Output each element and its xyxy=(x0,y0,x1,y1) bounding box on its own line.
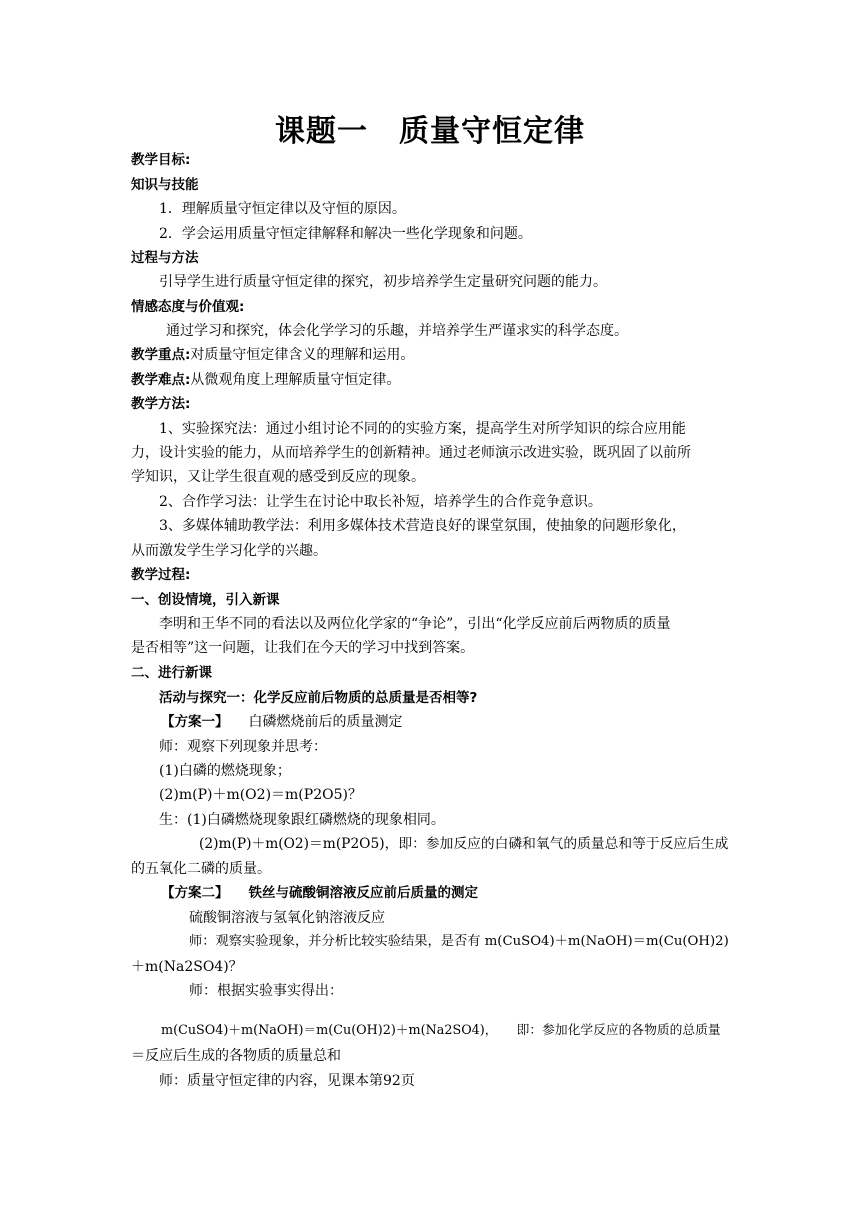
paragraph-line: 力，设计实验的能力，从而培养学生的创新精神。通过老师演示改进实验，既巩固了以前所 xyxy=(131,445,691,461)
section-heading: 情感态度与价值观: xyxy=(131,299,245,315)
paragraph-line: 2、合作学习法：让学生在讨论中取长补短，培养学生的合作竞争意识。 xyxy=(159,494,602,510)
paragraph-line: 师：质量守恒定律的内容，见课本第92页 xyxy=(159,1073,415,1089)
difficulty-line xyxy=(131,370,400,390)
section-heading: 教学过程: xyxy=(131,567,191,583)
paragraph-line: 通过学习和探究，体会化学学习的乐趣，并培养学生严谨求实的科学态度。 xyxy=(166,323,628,339)
paragraph-line: 1、实验探究法：通过小组讨论不同的的实验方案，提高学生对所学知识的综合应用能 xyxy=(159,421,686,437)
document-title: 课题一 质量守恒定律 xyxy=(275,114,585,149)
paragraph-line: 师：根据实验事实得出： xyxy=(189,983,343,999)
plan-two-text: 铁丝与硫酸铜溶液反应前后质量的测定 xyxy=(248,885,478,901)
paragraph-line: 学知识，又让学生很直观的感受到反应的现象。 xyxy=(131,469,425,485)
difficulty-text: 从微观角度上理解质量守恒定律。 xyxy=(190,372,401,388)
paragraph-line: ＋m(Na2SO4)？ xyxy=(131,959,243,975)
paragraph-line: 李明和王华不同的看法以及两位化学家的“争论”，引出“化学反应前后两物质的质量 xyxy=(159,616,671,632)
paragraph-line: 1．理解质量守恒定律以及守恒的原因。 xyxy=(159,201,406,217)
plan-one-line xyxy=(161,712,403,732)
section-heading: 一、创设情境，引入新课 xyxy=(131,592,280,608)
paragraph-line: 硫酸铜溶液与氢氧化钠溶液反应 xyxy=(189,910,385,926)
key-point-text: 对质量守恒定律含义的理解和运用。 xyxy=(190,347,415,363)
paragraph-line: ＝反应后生成的各物质的质量总和 xyxy=(131,1048,341,1064)
paragraph-line: 是否相等”这一问题，让我们在今天的学习中找到答案。 xyxy=(131,640,475,656)
section-heading: 知识与技能 xyxy=(131,177,199,193)
section-heading: 过程与方法 xyxy=(131,250,199,266)
paragraph-line: (2)m(P)＋m(O2)＝m(P2O5)，即：参加反应的白磷和氧气的质量总和等于反应后生成 xyxy=(199,836,729,852)
paragraph-line: 生：(1)白磷燃烧现象跟红磷燃烧的现象相同。 xyxy=(159,812,445,828)
paragraph-line: 的五氧化二磷的质量。 xyxy=(131,861,271,877)
paragraph-line: 3、多媒体辅助教学法：利用多媒体技术营造良好的课堂氛围，使抽象的问题形象化， xyxy=(159,518,686,534)
paragraph-line: 引导学生进行质量守恒定律的探究，初步培养学生定量研究问题的能力。 xyxy=(159,274,607,290)
section-heading: 教学目标: xyxy=(131,152,191,168)
paragraph-line: 2．学会运用质量守恒定律解释和解决一些化学现象和问题。 xyxy=(159,226,532,242)
plan-two-label: 【方案二】 xyxy=(161,885,229,901)
plan-two-line xyxy=(161,883,478,903)
paragraph-line: (1)白磷的燃烧现象； xyxy=(159,763,291,779)
section-heading: 二、进行新课 xyxy=(131,665,212,681)
plan-one-text: 白磷燃烧前后的质量测定 xyxy=(248,714,403,730)
activity-heading: 活动与探究一：化学反应前后物质的总质量是否相等? xyxy=(159,690,478,706)
plan-one-label: 【方案一】 xyxy=(161,714,229,730)
paragraph-line: 从而激发学生学习化学的兴趣。 xyxy=(131,543,327,559)
key-point-label: 教学重点: xyxy=(131,347,191,363)
section-heading: 教学方法: xyxy=(131,396,191,412)
difficulty-label: 教学难点: xyxy=(131,372,191,388)
paragraph-line: 师：观察实验现象，并分析比较实验结果，是否有 m(CuSO4)＋m(NaOH)＝m(Cu(OH)2) xyxy=(189,934,729,949)
paragraph-line: 师：观察下列现象并思考： xyxy=(159,739,327,755)
formula-line: m(CuSO4)＋m(NaOH)＝m(Cu(OH)2)＋m(Na2SO4)， 即：参加化学反应的各物质的总质量 xyxy=(161,1023,721,1038)
key-point-line xyxy=(131,345,414,365)
formula-line: (2)m(P)＋m(O2)＝m(P2O5)？ xyxy=(159,787,362,803)
